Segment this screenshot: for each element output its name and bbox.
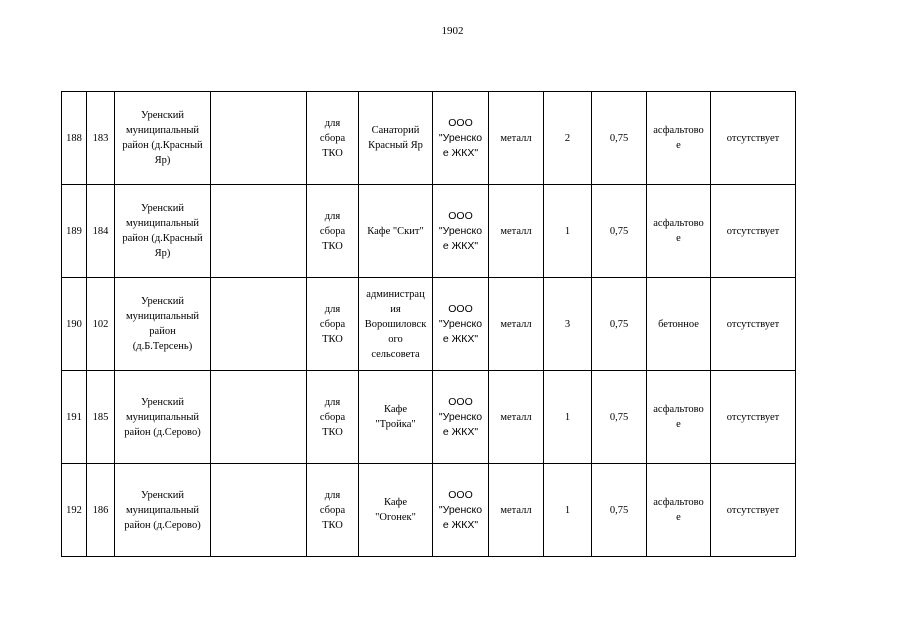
purpose-cell <box>307 464 359 557</box>
owner-cell-line: "Уренско <box>438 503 483 516</box>
table-row <box>62 464 796 557</box>
location-cell-line: муниципальный <box>125 125 200 136</box>
table-row <box>62 185 796 278</box>
container-material-cell: металл <box>489 185 544 278</box>
purpose-cell-line: сбора <box>319 318 346 330</box>
owner-cell-line: ООО <box>448 302 473 315</box>
fence-cell: отсутствует <box>711 92 796 185</box>
owner-cell <box>433 464 489 557</box>
container-volume-cell: 0,75 <box>592 278 647 371</box>
location-cell-line: Уренский <box>140 296 185 307</box>
owner-cell-line: "Уренско <box>438 410 483 423</box>
surface-coating-cell-line: е <box>676 233 681 244</box>
container-count-cell: 3 <box>544 278 592 371</box>
container-volume-cell: 0,75 <box>592 371 647 464</box>
container-volume-cell: 0,75 <box>592 185 647 278</box>
table-row <box>62 278 796 371</box>
purpose-cell-line: ТКО <box>322 426 343 438</box>
purpose-cell-line: ТКО <box>322 147 343 159</box>
owner-cell <box>433 278 489 371</box>
fence-cell: отсутствует <box>711 278 796 371</box>
location-cell-line: Уренский <box>140 203 185 214</box>
container-material-cell: металл <box>489 92 544 185</box>
location-cell <box>115 371 211 464</box>
location-cell-line: (д.Б.Терсень) <box>132 341 193 352</box>
owner-cell-line: ООО <box>448 488 473 501</box>
page-number: 1902 <box>441 25 464 37</box>
fence-cell: отсутствует <box>711 185 796 278</box>
purpose-cell-line: ТКО <box>322 240 343 252</box>
row-number-cell: 191 <box>62 371 87 464</box>
waste-source-cell-line: "Тройка" <box>375 419 416 430</box>
waste-source-cell-line: Красный Яр <box>368 140 423 151</box>
surface-coating-cell <box>647 371 711 464</box>
waste-source-cell-line: ого <box>388 333 403 345</box>
location-cell <box>115 464 211 557</box>
waste-source-cell-line: сельсовета <box>371 348 420 360</box>
waste-source-cell-line: Кафе <box>384 404 407 415</box>
container-count-cell: 2 <box>544 92 592 185</box>
waste-source-cell-line: Кафе <box>384 497 407 508</box>
location-cell-line: муниципальный <box>125 218 200 229</box>
address-cell <box>211 92 307 185</box>
location-cell <box>115 92 211 185</box>
waste-source-cell-line: ия <box>390 303 401 315</box>
container-count-cell: 1 <box>544 185 592 278</box>
location-cell-line: муниципальный <box>125 311 200 322</box>
location-cell-line: район (д.Серово) <box>124 426 201 438</box>
purpose-cell-line: для <box>324 117 341 129</box>
waste-source-cell <box>359 92 433 185</box>
owner-cell-line: е ЖКХ" <box>442 146 479 159</box>
owner-cell-line: ООО <box>448 116 473 129</box>
surface-coating-cell-line: е <box>676 140 681 151</box>
owner-cell-line: е ЖКХ" <box>442 518 479 531</box>
waste-source-cell <box>359 371 433 464</box>
row-number-cell: 190 <box>62 278 87 371</box>
purpose-cell-line: сбора <box>319 132 346 144</box>
row-number-cell: 192 <box>62 464 87 557</box>
owner-cell-line: ООО <box>448 395 473 408</box>
owner-cell-line: е ЖКХ" <box>442 239 479 252</box>
waste-source-cell-line: Кафе "Скит" <box>367 225 424 237</box>
purpose-cell-line: ТКО <box>322 333 343 345</box>
waste-source-cell-line: Санаторий <box>371 125 420 136</box>
container-volume-cell: 0,75 <box>592 464 647 557</box>
purpose-cell <box>307 278 359 371</box>
owner-cell-line: е ЖКХ" <box>442 425 479 438</box>
location-cell-line: муниципальный <box>125 411 200 423</box>
surface-coating-cell-line: е <box>676 419 681 430</box>
surface-coating-cell-line: бетонное <box>658 318 699 330</box>
owner-cell-line: "Уренско <box>438 317 483 330</box>
owner-cell-line: е ЖКХ" <box>442 332 479 345</box>
site-id-cell: 183 <box>87 92 115 185</box>
table-body <box>62 92 796 557</box>
container-material-cell: металл <box>489 464 544 557</box>
surface-coating-cell <box>647 464 711 557</box>
location-cell-line: Уренский <box>140 396 185 408</box>
container-volume-cell: 0,75 <box>592 92 647 185</box>
address-cell <box>211 185 307 278</box>
site-id-cell: 185 <box>87 371 115 464</box>
site-id-cell: 186 <box>87 464 115 557</box>
location-cell-line: район (д.Красный <box>122 140 203 151</box>
container-count-cell: 1 <box>544 371 592 464</box>
location-cell-line: район (д.Красный <box>122 233 203 244</box>
table-row <box>62 371 796 464</box>
purpose-cell <box>307 92 359 185</box>
owner-cell <box>433 371 489 464</box>
row-number-cell: 189 <box>62 185 87 278</box>
purpose-cell-line: для <box>324 303 341 315</box>
surface-coating-cell-line: асфальтово <box>653 125 704 136</box>
row-number-cell: 188 <box>62 92 87 185</box>
table-row <box>62 92 796 185</box>
location-cell-line: район (д.Серово) <box>124 519 201 531</box>
purpose-cell-line: сбора <box>319 504 346 516</box>
purpose-cell <box>307 371 359 464</box>
owner-cell-line: ООО <box>448 209 473 222</box>
waste-source-cell-line: Ворошиловск <box>364 318 427 330</box>
surface-coating-cell <box>647 278 711 371</box>
location-cell-line: Уренский <box>140 489 185 501</box>
location-cell-line: Яр) <box>154 155 171 166</box>
location-cell-line: район <box>149 326 176 337</box>
site-id-cell: 184 <box>87 185 115 278</box>
waste-source-cell-line: "Огонек" <box>375 512 416 523</box>
fence-cell: отсутствует <box>711 371 796 464</box>
surface-coating-cell-line: е <box>676 512 681 523</box>
purpose-cell-line: сбора <box>319 411 346 423</box>
location-cell <box>115 185 211 278</box>
purpose-cell-line: сбора <box>319 225 346 237</box>
owner-cell <box>433 185 489 278</box>
purpose-cell <box>307 185 359 278</box>
owner-cell-line: "Уренско <box>438 131 483 144</box>
location-cell <box>115 278 211 371</box>
owner-cell-line: "Уренско <box>438 224 483 237</box>
surface-coating-cell <box>647 185 711 278</box>
location-cell-line: муниципальный <box>125 504 200 516</box>
waste-site-table <box>61 91 796 557</box>
surface-coating-cell-line: асфальтово <box>653 497 704 508</box>
container-count-cell: 1 <box>544 464 592 557</box>
purpose-cell-line: для <box>324 210 341 222</box>
surface-coating-cell <box>647 92 711 185</box>
location-cell-line: Уренский <box>140 110 185 121</box>
surface-coating-cell-line: асфальтово <box>653 404 704 415</box>
waste-source-cell <box>359 278 433 371</box>
address-cell <box>211 371 307 464</box>
site-id-cell: 102 <box>87 278 115 371</box>
container-material-cell: металл <box>489 278 544 371</box>
waste-source-cell <box>359 464 433 557</box>
purpose-cell-line: для <box>324 396 341 408</box>
surface-coating-cell-line: асфальтово <box>653 218 704 229</box>
waste-source-cell <box>359 185 433 278</box>
purpose-cell-line: для <box>324 489 341 501</box>
purpose-cell-line: ТКО <box>322 519 343 531</box>
address-cell <box>211 464 307 557</box>
location-cell-line: Яр) <box>154 248 171 259</box>
owner-cell <box>433 92 489 185</box>
waste-source-cell-line: администрац <box>366 288 425 300</box>
address-cell <box>211 278 307 371</box>
container-material-cell: металл <box>489 371 544 464</box>
fence-cell: отсутствует <box>711 464 796 557</box>
